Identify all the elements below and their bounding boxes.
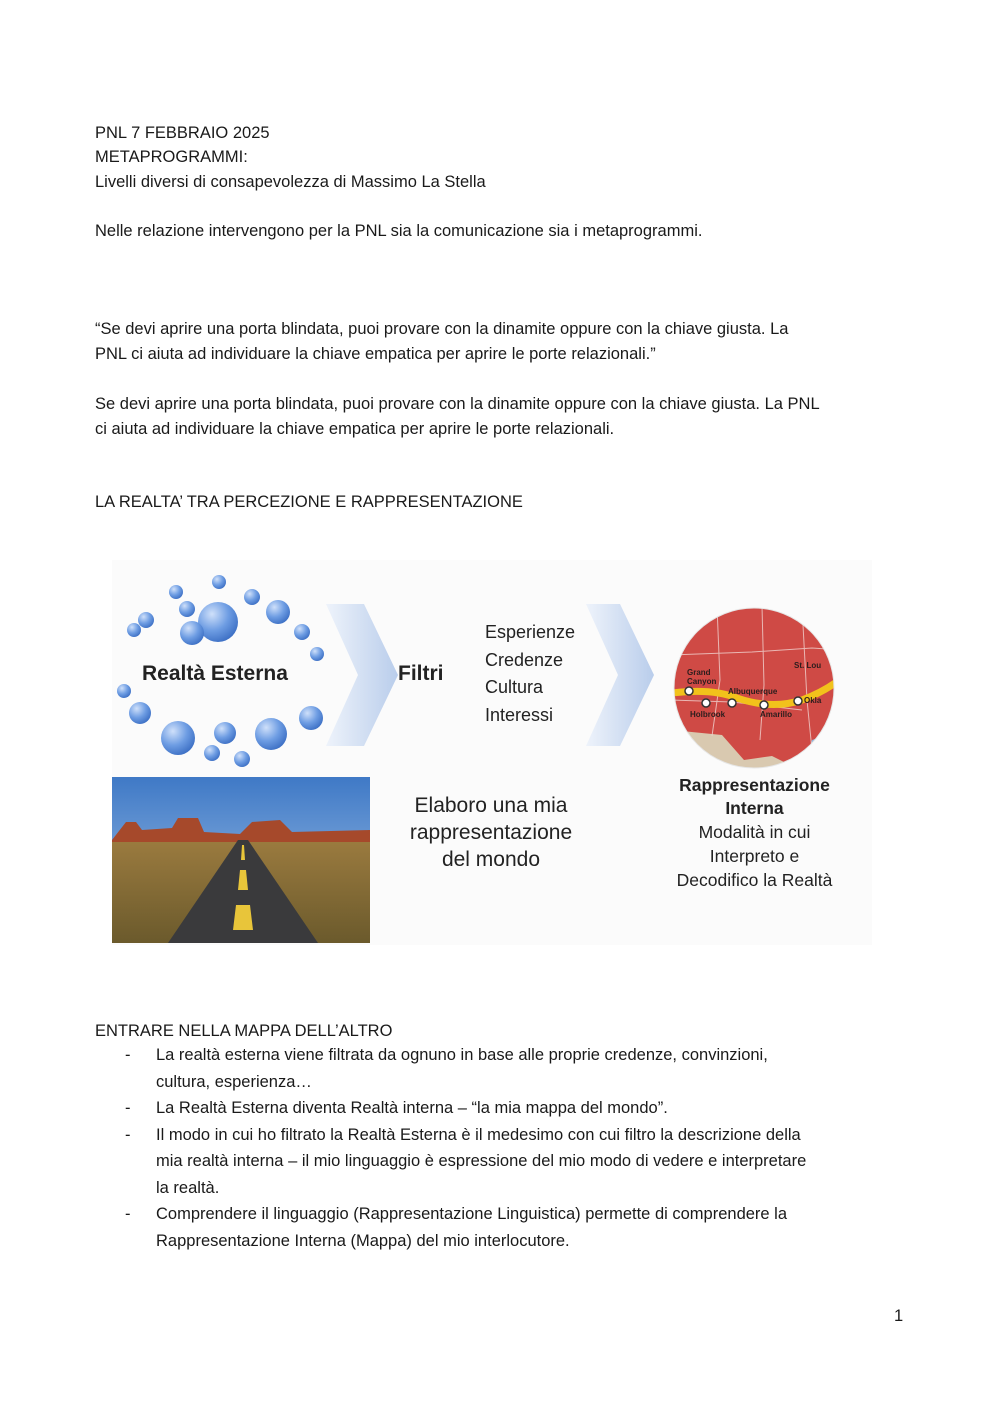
page-number: 1 (894, 1307, 904, 1325)
doc-subtitle: METAPROGRAMMI: (95, 148, 248, 166)
label-filtri: Filtri (398, 662, 444, 685)
map-label: Amarillo (760, 710, 793, 719)
label-elaboro: Elaboro una mia rappresentazione del mondo (409, 794, 573, 871)
quote-line: PNL ci aiuta ad individuare la chiave empatica per aprire le porte relazionali.” (95, 344, 656, 363)
label-realta-esterna: Realtà Esterna (142, 662, 288, 685)
doc-title: PNL 7 FEBBRAIO 2025 (95, 124, 270, 142)
map-label: Holbrook (690, 710, 726, 719)
intro-paragraph: Nelle relazione intervengono per la PNL sia la comunicazione sia i metaprogrammi. (95, 222, 703, 240)
filter-item: Esperienze (485, 622, 576, 642)
filter-item: Interessi (485, 705, 554, 725)
map-label: Grand Canyon (687, 668, 717, 686)
filter-item: Cultura (485, 677, 544, 697)
bullet-list (95, 1042, 900, 1254)
doc-author-line: Livelli diversi di consapevolezza di Massimo La Stella (95, 173, 486, 191)
map-label: Okla (804, 696, 822, 705)
paragraph-line: ci aiuta ad individuare la chiave empatica per aprire le porte relazionali. (95, 419, 615, 438)
map-label: St. Lou (794, 661, 822, 670)
paragraph-line: Se devi aprire una porta blindata, puoi provare con la dinamite oppure con la chiave giusta. La PNL (95, 395, 820, 413)
section-title-realta: LA REALTA’ TRA PERCEZIONE E RAPPRESENTAZIONE (95, 493, 523, 511)
filter-item: Credenze (485, 650, 564, 670)
list-item: - Comprendere il linguaggio (Rappresentazione Linguistica) permette di comprendere la Rappresentazione Interna (Mappa) del mio interlocutore. (125, 1205, 788, 1250)
road-photo (112, 777, 370, 943)
section-title-mappa: ENTRARE NELLA MAPPA DELL’ALTRO (95, 1022, 393, 1040)
perception-figure (112, 560, 872, 945)
list-item: - Il modo in cui ho filtrato la Realtà Esterna è il medesimo con cui filtro la descrizione della mia realtà interna – il mio linguaggio è espressione del mio modo di vedere e interpretare la realtà. (125, 1125, 807, 1197)
list-item: - La Realtà Esterna diventa Realtà interna – “la mia mappa del mondo”. (125, 1099, 668, 1117)
plain-paragraph (95, 392, 910, 441)
map-label: Albuquerque (728, 687, 778, 696)
quote-paragraph (95, 317, 910, 366)
list-item: - La realtà esterna viene filtrata da ognuno in base alle proprie credenze, convinzioni, cultura, esperienza… (125, 1046, 768, 1091)
arrow-chevron-1 (326, 604, 398, 746)
quote-line: “Se devi aprire una porta blindata, puoi provare con la dinamite oppure con la chiave giusta. La (95, 320, 789, 338)
arrow-chevron-2 (586, 604, 654, 746)
label-rappresentazione: Rappresentazione Interna Modalità in cui Interpreto e Decodifico la Realtà (676, 775, 833, 890)
